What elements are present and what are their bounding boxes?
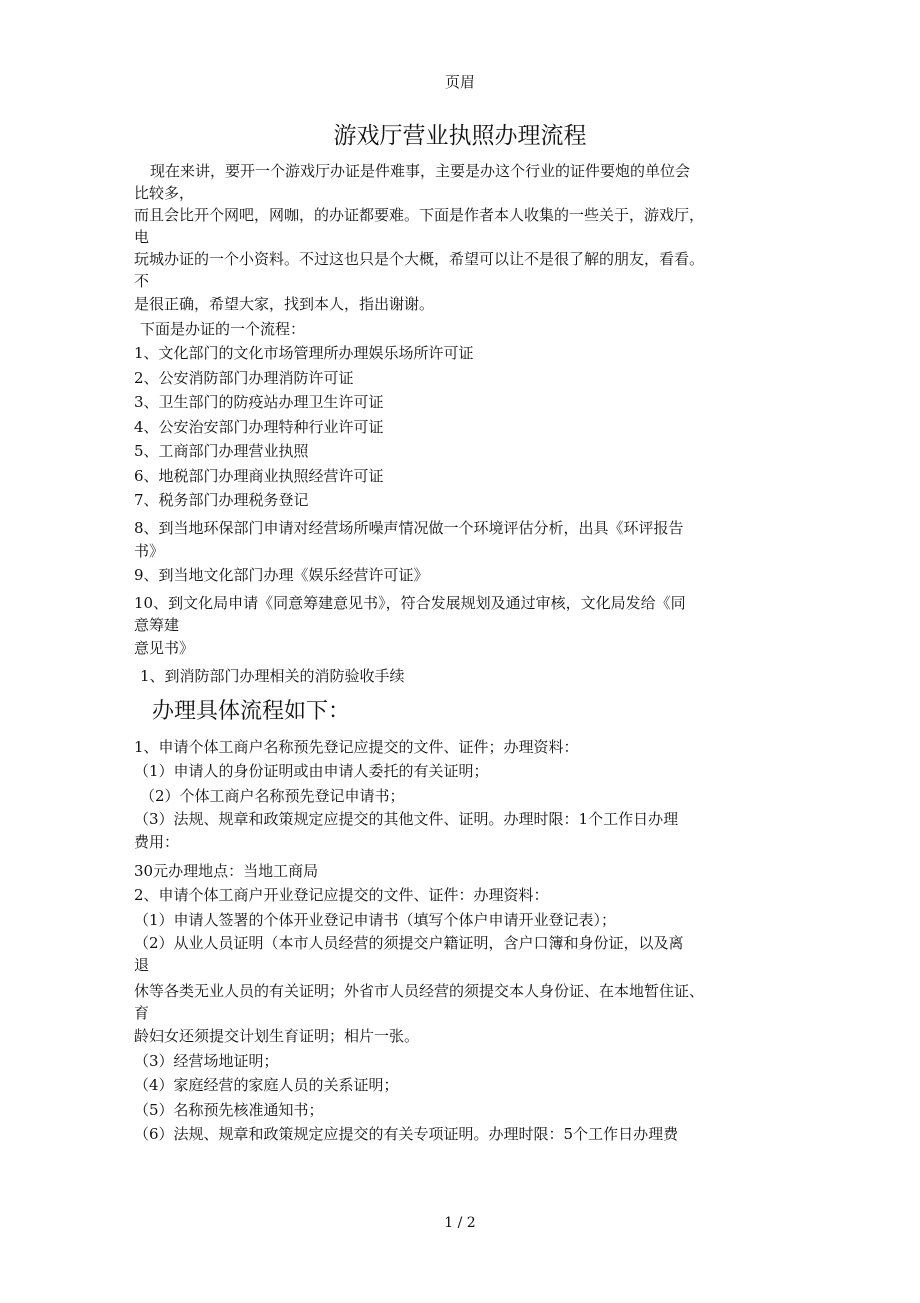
- step-item-cont: 书》: [134, 541, 165, 560]
- detail-line: 龄妇女还须提交计划生育证明；相片一张。: [134, 1027, 420, 1045]
- page-number: 1 / 2: [444, 1215, 476, 1231]
- document-title: 游戏厅营业执照办理流程: [333, 123, 587, 149]
- detail-line: （6）法规、规章和政策规定应提交的有关专项证明。办理时限：5个工作日办理费: [134, 1125, 679, 1143]
- intro-line: 而且会比开个网吧，网咖，的办证都要难。下面是作者本人收集的一些关于，游戏厅，: [134, 206, 705, 224]
- step-item: 3、卫生部门的防疫站办理卫生许可证: [134, 393, 384, 411]
- document-body: [134, 160, 784, 1147]
- step-item: 9、到当地文化部门办理《娱乐经营许可证》: [134, 566, 429, 584]
- step-item: 10、到文化局申请《同意筹建意见书》，符合发展规划及通过审核，文化局发给《同: [134, 593, 686, 612]
- detail-line: （3）经营场地证明；: [134, 1051, 279, 1070]
- detail-line: 育: [134, 1004, 150, 1022]
- detail-line: （2）从业人员证明（本市人员经营的须提交户籍证明，含户口簿和身份证，以及离: [134, 934, 684, 952]
- detail-line: 30元办理地点：当地工商局: [134, 861, 319, 880]
- detail-line: （1）申请人签署的个体开业登记申请书（填写个体户申请开业登记表）；: [134, 910, 617, 929]
- detail-line: （1）申请人的身份证明或由申请人委托的有关证明；: [134, 762, 489, 780]
- intro-line: 是很正确，希望大家，找到本人，指出谢谢。: [134, 295, 435, 313]
- detail-line: 1、申请个体工商户名称预先登记应提交的文件、证件；办理资料：: [134, 737, 579, 756]
- detail-line: （2）个体工商户名称预先登记申请书；: [140, 786, 405, 805]
- detail-line: 退: [134, 956, 150, 974]
- intro-line: 现在来讲，要开一个游戏厅办证是件难事，主要是办这个行业的证件要炮的单位会: [150, 162, 691, 180]
- step-item: 8、到当地环保部门申请对经营场所噪声情况做一个环境评估分析，出具《环评报告: [134, 518, 684, 537]
- step-item: 6、地税部门办理商业执照经营许可证: [134, 466, 384, 485]
- intro-line: 比较多，: [134, 184, 195, 202]
- step-item: 4、公安治安部门办理特种行业许可证: [134, 417, 384, 436]
- step-item: 1、文化部门的文化市场管理所办理娱乐场所许可证: [134, 344, 474, 362]
- step-item: 2、公安消防部门办理消防许可证: [134, 368, 354, 387]
- detail-line: （3）法规、规章和政策规定应提交的其他文件、证明。办理时限：1个工作日办理: [134, 810, 679, 828]
- detail-line: （4）家庭经营的家庭人员的关系证明；: [134, 1076, 399, 1094]
- page-header: 页眉: [444, 73, 475, 91]
- detail-line: （5）名称预先核准通知书；: [134, 1100, 324, 1119]
- step-item: 7、税务部门办理税务登记: [134, 491, 309, 509]
- section-heading: 办理具体流程如下：: [152, 698, 351, 724]
- detail-line: 休等各类无业人员的有关证明；外省市人员经营的须提交本人身份证、在本地暂住证、: [134, 982, 705, 1000]
- detail-line: 费用：: [134, 833, 180, 851]
- intro-line: 电: [134, 228, 150, 246]
- detail-line: 2、申请个体工商户开业登记应提交的文件、证件：办理资料：: [134, 886, 549, 904]
- steps-intro: 下面是办证的一个流程：: [140, 319, 306, 338]
- step-item-cont: 意见书》: [134, 638, 195, 657]
- step-item-cont: 意筹建: [134, 615, 180, 634]
- intro-line: 不: [134, 272, 150, 290]
- step-item: 5、工商部门办理营业执照: [134, 442, 309, 460]
- step-item: 1、到消防部门办理相关的消防验收手续: [140, 667, 405, 685]
- intro-line: 玩城办证的一个小资料。不过这也只是个大概，希望可以让不是很了解的朋友，看看。: [134, 250, 705, 268]
